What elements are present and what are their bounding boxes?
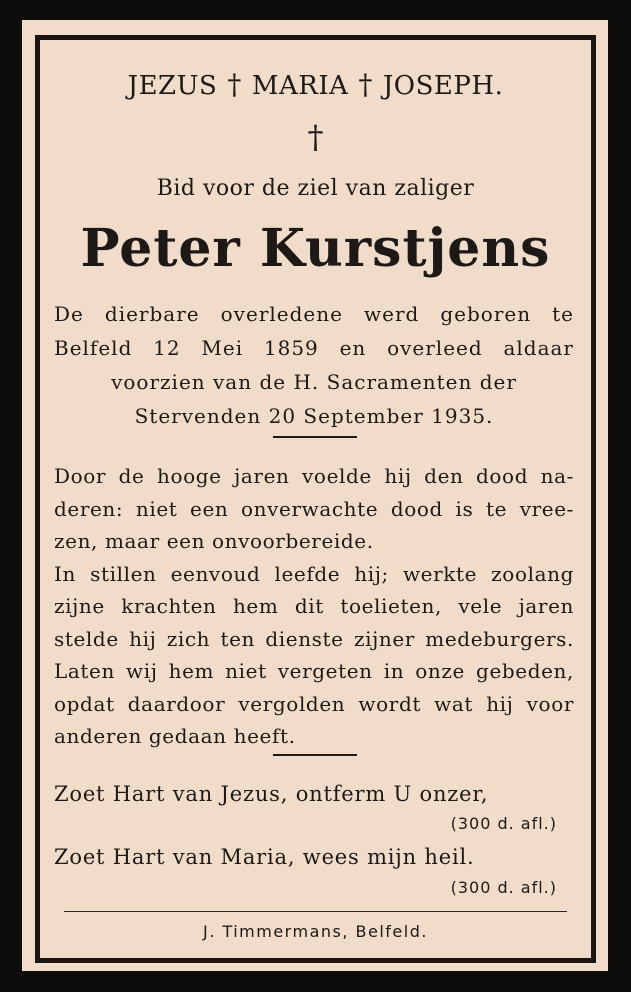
eulogy-text: [54, 460, 574, 753]
eulogy-line: zijne krachten hem dit toelieten, vele jaren: [54, 594, 574, 618]
divider-rule: [273, 754, 357, 756]
facts-line: De dierbare overledene werd geboren te: [54, 302, 574, 326]
header-word-jezus: JEZUS: [127, 71, 218, 101]
invocation-jezus: Zoet Hart van Jezus, ontferm U onzer,: [54, 782, 489, 806]
black-border-frame: [35, 35, 596, 963]
facts-line: Stervenden 20 September 1935.: [134, 404, 494, 428]
eulogy-line: Laten wij hem niet vergeten in onze gebeden,: [54, 659, 574, 683]
prayer-intro: Bid voor de ziel van zaliger: [156, 176, 475, 201]
eulogy-line: deren: niet een onverwachte dood is te vree-: [54, 496, 574, 521]
cross-icon: †: [307, 118, 324, 156]
memorial-card: [6, 4, 623, 986]
indulgence-note: (300 d. afl.): [450, 878, 557, 897]
eulogy-line: stelde hij zich ten dienste zijner medeburgers.: [54, 626, 574, 651]
eulogy-line: zen, maar een onvoorbereide.: [54, 529, 374, 553]
eulogy-line: Door de hooge jaren voelde hij den dood na-: [54, 464, 574, 488]
header-word-maria: MARIA: [251, 71, 349, 101]
eulogy-line: In stillen eenvoud leefde hij; werkte zoolang: [54, 561, 574, 586]
holy-family-header: [40, 68, 591, 101]
header-word-joseph: JOSEPH.: [382, 71, 504, 101]
divider-rule: [273, 436, 357, 438]
invocation-maria: Zoet Hart van Maria, wees mijn heil.: [54, 845, 475, 869]
small-cross-icon: †: [358, 68, 373, 101]
card-paper: [22, 20, 608, 971]
biographical-facts: [54, 297, 574, 433]
footer-rule: [64, 911, 567, 912]
deceased-name: Peter Kurstjens: [80, 218, 551, 279]
printer-imprint: J. Timmermans, Belfeld.: [203, 922, 428, 941]
facts-line: Belfeld 12 Mei 1859 en overleed aldaar: [54, 336, 574, 360]
facts-line: voorzien van de H. Sacramenten der: [111, 370, 517, 394]
small-cross-icon: †: [227, 68, 242, 101]
eulogy-line: anderen gedaan heeft.: [54, 724, 296, 748]
indulgence-note: (300 d. afl.): [450, 814, 557, 833]
eulogy-line: opdat daardoor vergolden wordt wat hij voor: [54, 691, 574, 716]
